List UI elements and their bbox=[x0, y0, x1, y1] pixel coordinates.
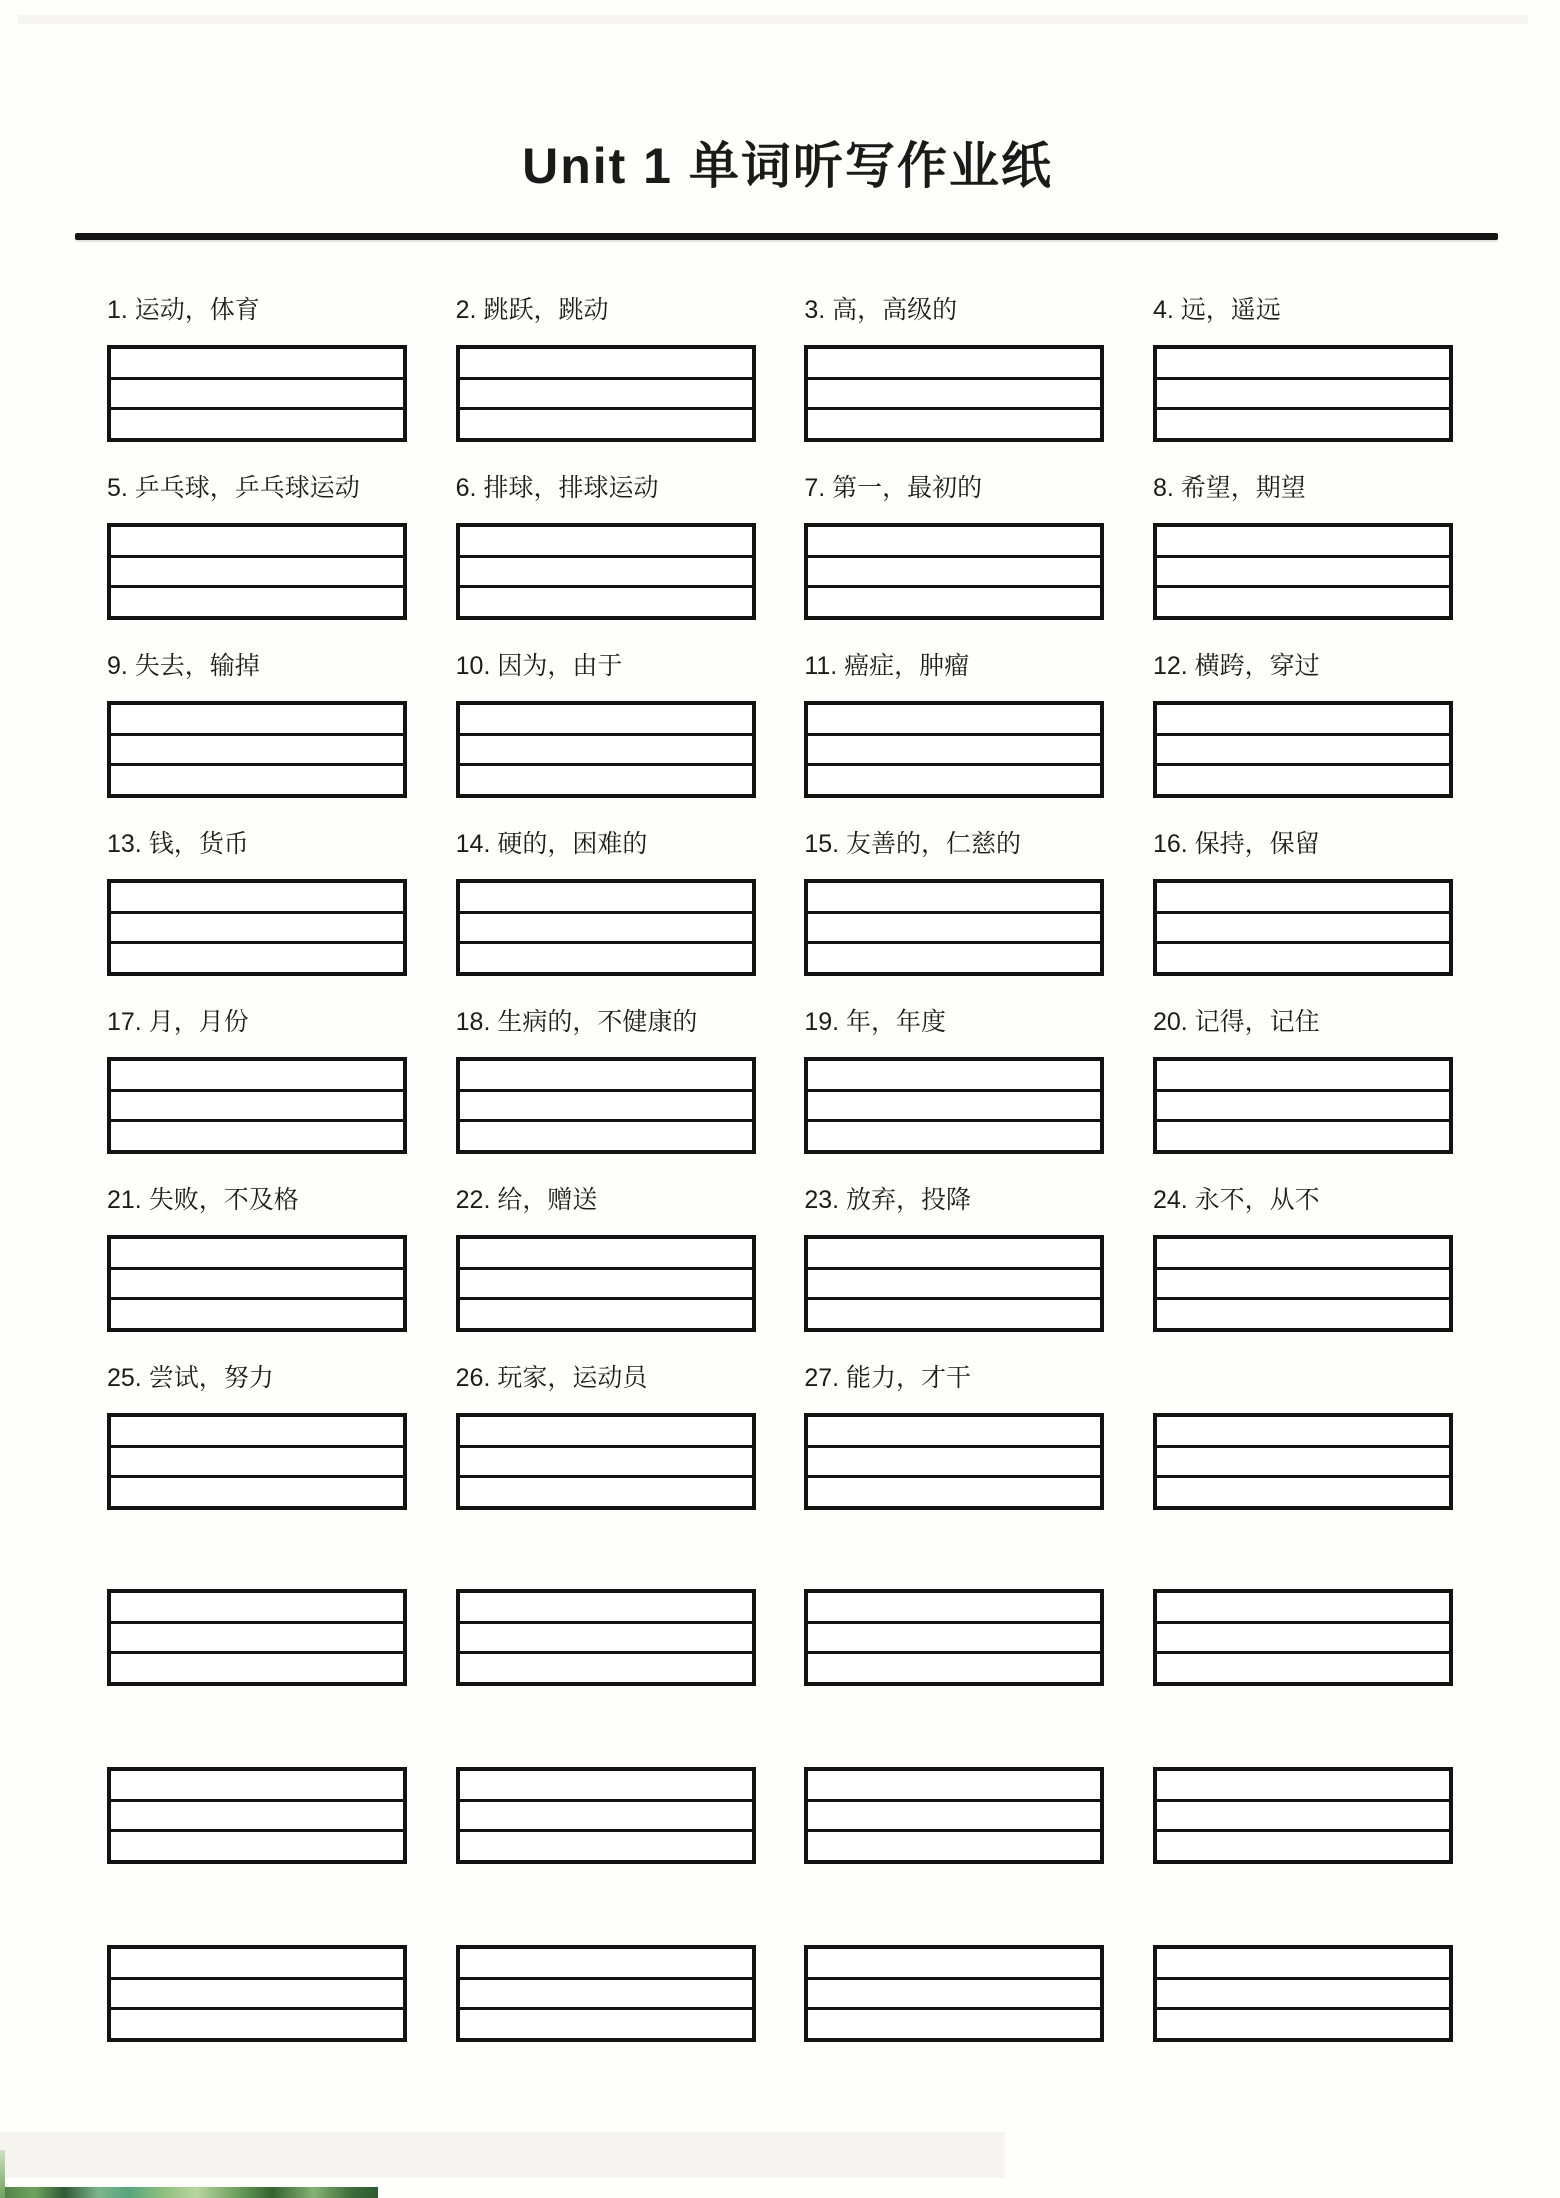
blank-item bbox=[107, 1767, 407, 1864]
answer-box bbox=[107, 345, 407, 442]
answer-line[interactable] bbox=[111, 527, 403, 558]
answer-line[interactable] bbox=[808, 1122, 1100, 1150]
answer-line[interactable] bbox=[111, 1270, 403, 1301]
item-label: 6. 排球，排球运动 bbox=[455, 474, 659, 502]
answer-box bbox=[1153, 345, 1453, 442]
worksheet-row bbox=[107, 1364, 1453, 1510]
word-item bbox=[804, 1008, 1104, 1154]
word-item bbox=[804, 296, 1104, 442]
answer-box bbox=[456, 345, 756, 442]
answer-line[interactable] bbox=[1157, 1448, 1449, 1479]
answer-line[interactable] bbox=[460, 1417, 752, 1448]
item-label: 21. 失败，不及格 bbox=[107, 1186, 299, 1214]
answer-line[interactable] bbox=[808, 1448, 1100, 1479]
answer-box bbox=[804, 1235, 1104, 1332]
blank-item bbox=[456, 1945, 756, 2042]
answer-box bbox=[1153, 701, 1453, 798]
item-label: 7. 第一，最初的 bbox=[804, 474, 983, 502]
item-label: 25. 尝试，努力 bbox=[107, 1364, 274, 1392]
blank-item bbox=[107, 1589, 407, 1686]
answer-line[interactable] bbox=[1157, 349, 1449, 380]
answer-line[interactable] bbox=[808, 588, 1100, 616]
blank-item bbox=[804, 1767, 1104, 1864]
item-label: 16. 保持，保留 bbox=[1152, 830, 1320, 858]
answer-line[interactable] bbox=[1157, 1771, 1449, 1802]
answer-line[interactable] bbox=[460, 558, 752, 589]
answer-line[interactable] bbox=[1157, 1593, 1449, 1624]
answer-line[interactable] bbox=[1157, 380, 1449, 411]
scan-artifact-band bbox=[0, 2132, 1005, 2178]
answer-line[interactable] bbox=[460, 1448, 752, 1479]
answer-box bbox=[107, 879, 407, 976]
answer-line[interactable] bbox=[460, 883, 752, 914]
word-item bbox=[107, 652, 407, 798]
word-item bbox=[456, 296, 756, 442]
worksheet-row bbox=[107, 296, 1453, 442]
answer-line[interactable] bbox=[460, 410, 752, 438]
answer-line[interactable] bbox=[1157, 1832, 1449, 1860]
answer-line[interactable] bbox=[111, 1624, 403, 1655]
answer-box bbox=[1153, 1057, 1453, 1154]
answer-line[interactable] bbox=[808, 380, 1100, 411]
blank-item bbox=[456, 1767, 756, 1864]
item-label: 1. 运动，体育 bbox=[107, 296, 260, 324]
answer-line[interactable] bbox=[808, 558, 1100, 589]
item-label: 2. 跳跃，跳动 bbox=[455, 296, 609, 324]
answer-box bbox=[107, 523, 407, 620]
answer-box bbox=[456, 1945, 756, 2042]
answer-line[interactable] bbox=[460, 1478, 752, 1506]
answer-line[interactable] bbox=[1157, 527, 1449, 558]
item-label: 13. 钱，货币 bbox=[107, 830, 249, 858]
answer-line[interactable] bbox=[111, 1654, 403, 1682]
answer-line[interactable] bbox=[1157, 914, 1449, 945]
blank-item bbox=[1153, 1945, 1453, 2042]
answer-box bbox=[456, 523, 756, 620]
answer-line[interactable] bbox=[111, 1300, 403, 1328]
answer-box bbox=[107, 1589, 407, 1686]
answer-box bbox=[456, 1235, 756, 1332]
word-item bbox=[456, 1186, 756, 1332]
answer-line[interactable] bbox=[1157, 1980, 1449, 2011]
answer-box bbox=[1153, 523, 1453, 620]
word-item bbox=[804, 652, 1104, 798]
answer-line[interactable] bbox=[460, 944, 752, 972]
item-label: 17. 月，月份 bbox=[107, 1008, 249, 1036]
answer-line[interactable] bbox=[808, 1802, 1100, 1833]
answer-line[interactable] bbox=[111, 1593, 403, 1624]
worksheet-row bbox=[107, 652, 1453, 798]
answer-line[interactable] bbox=[111, 914, 403, 945]
answer-line[interactable] bbox=[111, 705, 403, 736]
answer-line[interactable] bbox=[460, 1239, 752, 1270]
answer-box bbox=[107, 1767, 407, 1864]
answer-box bbox=[804, 701, 1104, 798]
answer-line[interactable] bbox=[1157, 1270, 1449, 1301]
answer-line[interactable] bbox=[111, 883, 403, 914]
answer-line[interactable] bbox=[460, 736, 752, 767]
word-item bbox=[107, 830, 407, 976]
word-item bbox=[804, 1186, 1104, 1332]
answer-line[interactable] bbox=[460, 1624, 752, 1655]
word-item bbox=[804, 830, 1104, 976]
answer-line[interactable] bbox=[111, 1980, 403, 2011]
answer-line[interactable] bbox=[111, 558, 403, 589]
worksheet-row bbox=[107, 1589, 1453, 1686]
answer-line[interactable] bbox=[460, 2010, 752, 2038]
answer-line[interactable] bbox=[808, 1061, 1100, 1092]
worksheet-row bbox=[107, 1186, 1453, 1332]
blank-item bbox=[1153, 1364, 1453, 1510]
answer-box bbox=[1153, 1945, 1453, 2042]
answer-box bbox=[107, 701, 407, 798]
worksheet-row bbox=[107, 1008, 1453, 1154]
scan-artifact-band bbox=[18, 15, 1528, 24]
item-label: 27. 能力，才干 bbox=[804, 1364, 972, 1392]
answer-line[interactable] bbox=[460, 1832, 752, 1860]
answer-line[interactable] bbox=[808, 1478, 1100, 1506]
answer-line[interactable] bbox=[808, 1092, 1100, 1123]
answer-line[interactable] bbox=[1157, 1654, 1449, 1682]
answer-line[interactable] bbox=[111, 588, 403, 616]
item-label: 15. 友善的，仁慈的 bbox=[804, 830, 1022, 858]
answer-line[interactable] bbox=[460, 1092, 752, 1123]
answer-box bbox=[804, 523, 1104, 620]
blank-item bbox=[1153, 1589, 1453, 1686]
answer-line[interactable] bbox=[111, 1478, 403, 1506]
answer-line[interactable] bbox=[1157, 1061, 1449, 1092]
worksheet-row bbox=[107, 1767, 1453, 1864]
answer-line[interactable] bbox=[460, 1061, 752, 1092]
answer-line[interactable] bbox=[111, 410, 403, 438]
answer-line[interactable] bbox=[460, 1122, 752, 1150]
word-item bbox=[1153, 830, 1453, 976]
answer-line[interactable] bbox=[808, 1980, 1100, 2011]
answer-line[interactable] bbox=[808, 1771, 1100, 1802]
answer-box bbox=[456, 1413, 756, 1510]
item-label: 26. 玩家，运动员 bbox=[455, 1364, 648, 1392]
answer-line[interactable] bbox=[808, 914, 1100, 945]
answer-line[interactable] bbox=[460, 1593, 752, 1624]
answer-line[interactable] bbox=[460, 1802, 752, 1833]
answer-line[interactable] bbox=[808, 410, 1100, 438]
word-item bbox=[107, 474, 407, 620]
answer-line[interactable] bbox=[1157, 588, 1449, 616]
item-label: 20. 记得，记住 bbox=[1152, 1008, 1320, 1036]
answer-line[interactable] bbox=[460, 766, 752, 794]
answer-box bbox=[456, 1767, 756, 1864]
item-label: 11. 癌症，肿瘤 bbox=[804, 652, 970, 680]
item-label: 19. 年，年度 bbox=[804, 1008, 947, 1036]
answer-line[interactable] bbox=[1157, 1802, 1449, 1833]
word-item bbox=[107, 1008, 407, 1154]
answer-line[interactable] bbox=[111, 1832, 403, 1860]
answer-box bbox=[456, 701, 756, 798]
item-label: 9. 失去，输掉 bbox=[107, 652, 260, 680]
answer-line[interactable] bbox=[111, 1061, 403, 1092]
answer-line[interactable] bbox=[111, 766, 403, 794]
answer-line[interactable] bbox=[808, 1593, 1100, 1624]
answer-box bbox=[1153, 1589, 1453, 1686]
answer-line[interactable] bbox=[111, 1949, 403, 1980]
answer-line[interactable] bbox=[808, 349, 1100, 380]
blank-item bbox=[804, 1589, 1104, 1686]
answer-line[interactable] bbox=[460, 914, 752, 945]
word-item bbox=[1153, 1186, 1453, 1332]
item-label: 22. 给，赠送 bbox=[455, 1186, 598, 1214]
answer-line[interactable] bbox=[808, 736, 1100, 767]
answer-line[interactable] bbox=[808, 527, 1100, 558]
answer-line[interactable] bbox=[460, 1300, 752, 1328]
answer-line[interactable] bbox=[1157, 883, 1449, 914]
answer-line[interactable] bbox=[808, 1300, 1100, 1328]
answer-line[interactable] bbox=[111, 1092, 403, 1123]
word-item bbox=[1153, 296, 1453, 442]
answer-line[interactable] bbox=[460, 1771, 752, 1802]
answer-line[interactable] bbox=[808, 1624, 1100, 1655]
item-label: 12. 横跨，穿过 bbox=[1152, 652, 1320, 680]
worksheet-row bbox=[107, 474, 1453, 620]
word-item bbox=[1153, 652, 1453, 798]
answer-box bbox=[107, 1413, 407, 1510]
answer-box bbox=[1153, 1767, 1453, 1864]
item-label: 10. 因为，由于 bbox=[455, 652, 623, 680]
answer-box bbox=[107, 1235, 407, 1332]
answer-line[interactable] bbox=[460, 1949, 752, 1980]
answer-line[interactable] bbox=[111, 1802, 403, 1833]
answer-line[interactable] bbox=[111, 736, 403, 767]
word-item bbox=[456, 474, 756, 620]
answer-line[interactable] bbox=[460, 705, 752, 736]
answer-line[interactable] bbox=[808, 1654, 1100, 1682]
answer-line[interactable] bbox=[111, 1239, 403, 1270]
answer-line[interactable] bbox=[111, 2010, 403, 2038]
answer-line[interactable] bbox=[460, 1270, 752, 1301]
answer-line[interactable] bbox=[111, 1771, 403, 1802]
answer-line[interactable] bbox=[1157, 736, 1449, 767]
answer-line[interactable] bbox=[808, 1270, 1100, 1301]
answer-line[interactable] bbox=[808, 766, 1100, 794]
answer-line[interactable] bbox=[1157, 705, 1449, 736]
item-label: 23. 放弃，投降 bbox=[804, 1186, 972, 1214]
worksheet-row bbox=[107, 830, 1453, 976]
answer-line[interactable] bbox=[808, 2010, 1100, 2038]
answer-line[interactable] bbox=[1157, 1624, 1449, 1655]
item-label: 4. 远，遥远 bbox=[1152, 296, 1281, 324]
answer-line[interactable] bbox=[460, 1654, 752, 1682]
answer-line[interactable] bbox=[111, 1448, 403, 1479]
item-label: 3. 高，高级的 bbox=[804, 296, 958, 324]
answer-line[interactable] bbox=[460, 349, 752, 380]
answer-line[interactable] bbox=[1157, 410, 1449, 438]
answer-line[interactable] bbox=[1157, 1300, 1449, 1328]
answer-box bbox=[456, 1057, 756, 1154]
word-item bbox=[804, 1364, 1104, 1510]
page-title: Unit 1 单词听写作业纸 bbox=[522, 137, 1053, 194]
item-label: 18. 生病的，不健康的 bbox=[455, 1008, 698, 1036]
item-label: 8. 希望，期望 bbox=[1152, 474, 1306, 502]
word-item bbox=[1153, 474, 1453, 620]
answer-line[interactable] bbox=[808, 1832, 1100, 1860]
answer-box bbox=[804, 1413, 1104, 1510]
answer-line[interactable] bbox=[808, 1239, 1100, 1270]
answer-box bbox=[804, 1589, 1104, 1686]
answer-box bbox=[107, 1057, 407, 1154]
answer-line[interactable] bbox=[460, 527, 752, 558]
blank-item bbox=[107, 1945, 407, 2042]
item-label: 24. 永不，从不 bbox=[1152, 1186, 1320, 1214]
item-label: 5. 乒乓球，乒乓球运动 bbox=[107, 474, 360, 502]
word-item bbox=[107, 1364, 407, 1510]
answer-box bbox=[1153, 879, 1453, 976]
word-item bbox=[804, 474, 1104, 620]
answer-line[interactable] bbox=[1157, 1417, 1449, 1448]
answer-line[interactable] bbox=[111, 1122, 403, 1150]
answer-box bbox=[1153, 1413, 1453, 1510]
answer-box bbox=[1153, 1235, 1453, 1332]
answer-line[interactable] bbox=[808, 1417, 1100, 1448]
answer-line[interactable] bbox=[1157, 766, 1449, 794]
blank-item bbox=[1153, 1767, 1453, 1864]
word-item bbox=[107, 296, 407, 442]
word-item bbox=[456, 652, 756, 798]
answer-line[interactable] bbox=[1157, 1949, 1449, 1980]
blank-item bbox=[456, 1589, 756, 1686]
answer-line[interactable] bbox=[808, 944, 1100, 972]
answer-line[interactable] bbox=[808, 883, 1100, 914]
answer-line[interactable] bbox=[111, 1417, 403, 1448]
answer-box bbox=[107, 1945, 407, 2042]
word-item bbox=[107, 1186, 407, 1332]
scan-photo-edge bbox=[0, 2150, 5, 2198]
answer-line[interactable] bbox=[111, 380, 403, 411]
answer-box bbox=[804, 345, 1104, 442]
answer-box bbox=[804, 1057, 1104, 1154]
answer-box bbox=[456, 879, 756, 976]
scan-photo-edge bbox=[0, 2187, 378, 2198]
answer-line[interactable] bbox=[1157, 1478, 1449, 1506]
answer-line[interactable] bbox=[1157, 1092, 1449, 1123]
answer-line[interactable] bbox=[1157, 2010, 1449, 2038]
answer-line[interactable] bbox=[1157, 1122, 1449, 1150]
blank-item bbox=[804, 1945, 1104, 2042]
answer-line[interactable] bbox=[111, 944, 403, 972]
answer-line[interactable] bbox=[111, 349, 403, 380]
worksheet-row bbox=[107, 1945, 1453, 2042]
answer-line[interactable] bbox=[808, 1949, 1100, 1980]
answer-line[interactable] bbox=[808, 705, 1100, 736]
answer-line[interactable] bbox=[1157, 1239, 1449, 1270]
answer-box bbox=[804, 879, 1104, 976]
answer-box bbox=[804, 1945, 1104, 2042]
item-label: 14. 硬的，困难的 bbox=[455, 830, 648, 858]
answer-line[interactable] bbox=[460, 588, 752, 616]
answer-box bbox=[456, 1589, 756, 1686]
word-item bbox=[456, 1008, 756, 1154]
word-item bbox=[1153, 1008, 1453, 1154]
word-item bbox=[456, 830, 756, 976]
answer-line[interactable] bbox=[460, 1980, 752, 2011]
answer-line[interactable] bbox=[460, 380, 752, 411]
word-item bbox=[456, 1364, 756, 1510]
answer-line[interactable] bbox=[1157, 558, 1449, 589]
answer-line[interactable] bbox=[1157, 944, 1449, 972]
title-divider bbox=[75, 233, 1498, 240]
answer-box bbox=[804, 1767, 1104, 1864]
